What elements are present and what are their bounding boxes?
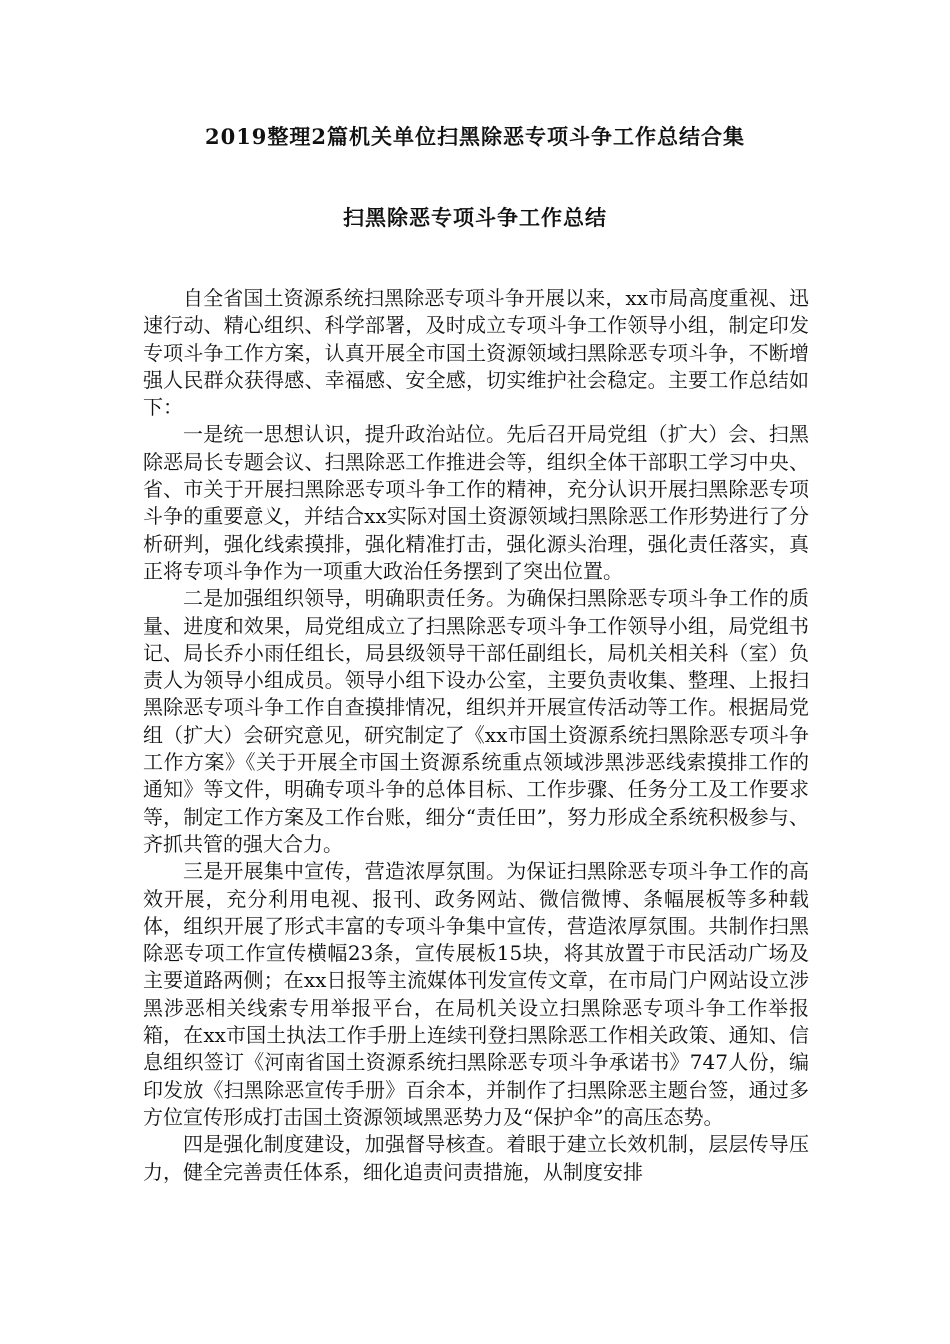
paragraph-point-2: 二是加强组织领导，明确职责任务。为确保扫黑除恶专项斗争工作的质量、进度和效果，局党组成立了扫黑除恶专项斗争工作领导小组，局党组书记、局长乔小雨任组长，局县级领导干部任副组长，局机关相关科（室）负责人为领导小组成员。领导小组下设办公室，主要负责收集、整理、上报扫黑除恶专项斗争工作自查摸排情况，组织并开展宣传活动等工作。根据局党组（扩大）会研究意见，研究制定了《xx市国土资源系统扫黑除恶专项斗争工作方案》《关于开展全市国土资源系统重点领域涉黑涉恶线索摸排工作的通知》等文件，明确专项斗争的总体目标、工作步骤、任务分工及工作要求等，制定工作方案及工作台账，细分“责任田”，努力形成全系统积极参与、齐抓共管的强大合力。 — [143, 586, 809, 856]
paragraph-point-1: 一是统一思想认识，提升政治站位。先后召开局党组（扩大）会、扫黑除恶局长专题会议、扫黑除恶工作推进会等，组织全体干部职工学习中央、省、市关于开展扫黑除恶专项斗争工作的精神，充分认识开展扫黑除恶专项斗争的重要意义，并结合xx实际对国土资源领域扫黑除恶工作形势进行了分析研判，强化线索摸排，强化精准打击，强化源头治理，强化责任落实，真正将专项斗争作为一项重大政治任务摆到了突出位置。 — [143, 422, 809, 583]
paragraph-point-3: 三是开展集中宣传，营造浓厚氛围。为保证扫黑除恶专项斗争工作的高效开展，充分利用电视、报刊、政务网站、微信微博、条幅展板等多种载体，组织开展了形式丰富的专项斗争集中宣传，营造浓厚氛围。共制作扫黑除恶专项工作宣传横幅23条，宣传展板15块，将其放置于市民活动广场及主要道路两侧；在xx日报等主流媒体刊发宣传文章，在市局门户网站设立涉黑涉恶相关线索专用举报平台，在局机关设立扫黑除恶专项斗争工作举报箱，在xx市国土执法工作手册上连续刊登扫黑除恶工作相关政策、通知、信息组织签订《河南省国土资源系统扫黑除恶专项斗争承诺书》747人份，编印发放《扫黑除恶宣传手册》百余本，并制作了扫黑除恶主题台签，通过多方位宣传形成打击国土资源领域黑恶势力及“保护伞”的高压态势。 — [143, 859, 809, 1129]
paragraph-intro: 自全省国土资源系统扫黑除恶专项斗争开展以来，xx市局高度重视、迅速行动、精心组织、科学部署，及时成立专项斗争工作领导小组，制定印发专项斗争工作方案，认真开展全市国土资源领域扫黑除恶专项斗争，不断增强人民群众获得感、幸福感、安全感，切实维护社会稳定。主要工作总结如下： — [143, 286, 809, 420]
section-title: 扫黑除恶专项斗争工作总结 — [343, 205, 607, 230]
document-title: 2019整理2篇机关单位扫黑除恶专项斗争工作总结合集 — [204, 124, 746, 149]
document-body — [143, 285, 809, 1186]
paragraph-point-4: 四是强化制度建设，加强督导核查。着眼于建立长效机制，层层传导压力，健全完善责任体系，细化追责问责措施，从制度安排 — [143, 1132, 809, 1184]
